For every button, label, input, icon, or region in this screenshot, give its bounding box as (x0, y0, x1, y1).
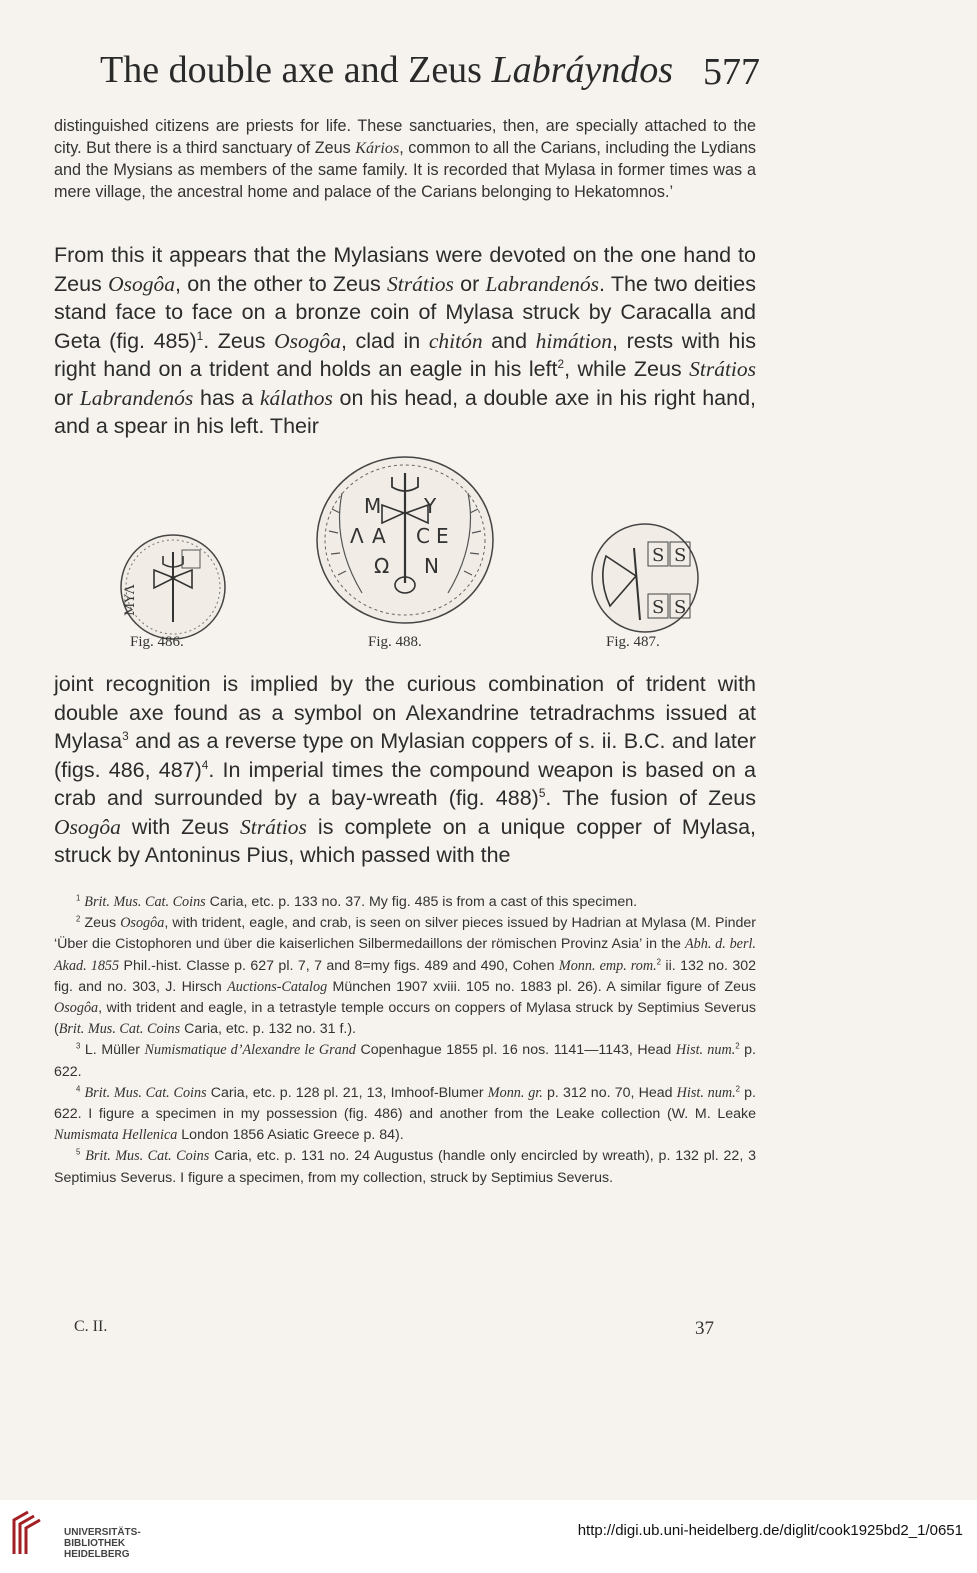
coin-487-letter: S (652, 545, 665, 566)
coin-487-letter: S (674, 597, 687, 618)
running-header (100, 48, 760, 98)
library-logo (10, 1510, 150, 1558)
footnote-ref: 1 (196, 328, 204, 343)
coin-figure-486 (116, 530, 230, 644)
coin-488-letter: Υ (424, 494, 437, 518)
page-title: The double axe and Zeus Labráyndos (100, 49, 674, 91)
page-number: 577 (703, 51, 760, 93)
fig-486-caption: Fig. 486. (130, 634, 184, 650)
coin-488-letter: Ν (424, 554, 439, 578)
coin-figure-488 (312, 453, 498, 627)
coin-488-letter: Α (372, 524, 386, 548)
coin-487-letter: S (652, 597, 665, 618)
library-logo-icon (10, 1510, 50, 1558)
signature-mark: C. II. (74, 1318, 108, 1335)
fig-487-caption: Fig. 487. (606, 634, 660, 650)
footnotes (54, 892, 756, 1189)
footnote-2: $^2$ Zeus Osogôa, with trident, eagle, and crab, is seen on silver pieces issued by Hadrian at Mylasa (M. Pinder ‘Über die Cistophoren und über die kaiserlichen Silbermedaillons der römischen Provinz Asia’ in the Abh. d. berl. Akad. 1855 Phil.-hist. Classe p. 627 pl. 7, 7 and 8=my figs. 489 and 490, Cohen Monn. emp. rom.$^2$ ii. 132 no. 302 fig. and no. 303, J. Hirsch Auctions-Catalog München 1907 xviii. 105 no. 1883 pl. 26). A similar figure of Zeus Osogôa, with trident and eagle, in a tetrastyle temple occurs on coppers of Mylasa struck by Septimius Severus (Brit. Mus. Cat. Coins Caria, etc. p. 132 no. 31 f.). (54, 914, 757, 1038)
footnote-4: $^4$ Brit. Mus. Cat. Coins Caria, etc. p. 128 pl. 21, 13, Imhoof-Blumer Monn. gr. p. 312 no. 70, Head Hist. num.$^2$ p. 622. I figure a specimen in my possession (fig. 486) and another from the Leake collection (W. M. Leake Numismata Hellenica London 1856 Asiatic Greece p. 84). (54, 1084, 756, 1144)
body-paragraph-2: joint recognition is implied by the curious combination of trident with double axe found as a symbol on Alexandrine tetradrachms issued at Mylasa$^3$ and as a reverse type on Mylasian coppers of s. ii. B.C. and later (figs. 486, 487)$^4$. In imperial times the compound weapon is based on a crab and surrounded by a bay-wreath (fig. 488)$^5$. The fusion of Zeus Osogôa with Zeus Strátios is complete on a unique copper of Mylasa, struck by Antoninus Pius, which passed with the (54, 672, 757, 867)
footnote-ref: 2 (557, 356, 565, 371)
library-logo-text: UNIVERSITÄTS- BIBLIOTHEK HEIDELBERG (64, 1527, 141, 1560)
library-footer (0, 1500, 977, 1573)
body-paragraph-1: From this it appears that the Mylasians were devoted on the one hand to Zeus Osogôa, on the other to Zeus Strátios or Labrandenós. The two deities stand face to face on a bronze coin of Mylasa struck by Caracalla and Geta (fig. 485)$^1$. Zeus Osogôa, clad in chitón and himátion, rests with his right hand on a trident and holds an eagle in his left$^2$, while Zeus Strátios or Labrandenós has a kálathos on his head, a double axe in his right hand, and a spear in his left. Their (54, 243, 757, 438)
coin-figure-487 (588, 520, 702, 636)
fig-488-caption: Fig. 488. (368, 634, 422, 650)
footnote-ref: 5 (538, 785, 546, 800)
signature-line (74, 1318, 714, 1342)
signature-number: 37 (695, 1318, 714, 1339)
coin-488-letter: Λ (350, 524, 364, 548)
source-url[interactable]: http://digi.ub.uni-heidelberg.de/diglit/cook1925bd2_1/0651 (577, 1522, 963, 1539)
coin-figures (54, 450, 756, 660)
coin-488-letter: C (416, 524, 430, 548)
coin-488-letter: Ε (436, 524, 449, 548)
coin-488-letter: Ω (374, 554, 390, 578)
coin-488-letter: Μ (364, 494, 382, 518)
footnote-ref: 3 (122, 728, 129, 743)
footnote-5: $^5$ Brit. Mus. Cat. Coins Caria, etc. p. 131 no. 24 Augustus (handle only encircled by wreath), p. 132 pl. 22, 3 Septimius Severus. I figure a specimen, from my collection, struck by Septimius Severus. (54, 1147, 756, 1186)
coin-486-legend: ΜΥΛ (123, 584, 138, 616)
coin-487-letter: S (674, 545, 687, 566)
quoted-passage: distinguished citizens are priests for life. These sanctuaries, then, are specially attached to the city. But there is a third sanctuary of Zeus Kários, common to all the Carians, including the Lydians and the Mysians as members of the same family. It is recorded that Mylasa in former times was a mere village, the ancestral home and palace of the Carians belonging to Hekatomnos.’ (54, 117, 756, 201)
footnote-3: $^3$ L. Müller Numismatique d’Alexandre le Grand Copenhague 1855 pl. 16 nos. 1141—1143, Head Hist. num.$^2$ p. 622. (54, 1041, 756, 1080)
footnote-1: $^1$ Brit. Mus. Cat. Coins Caria, etc. p. 133 no. 37. My fig. 485 is from a cast of this specimen. (76, 893, 638, 910)
footnote-ref: 4 (201, 757, 209, 772)
